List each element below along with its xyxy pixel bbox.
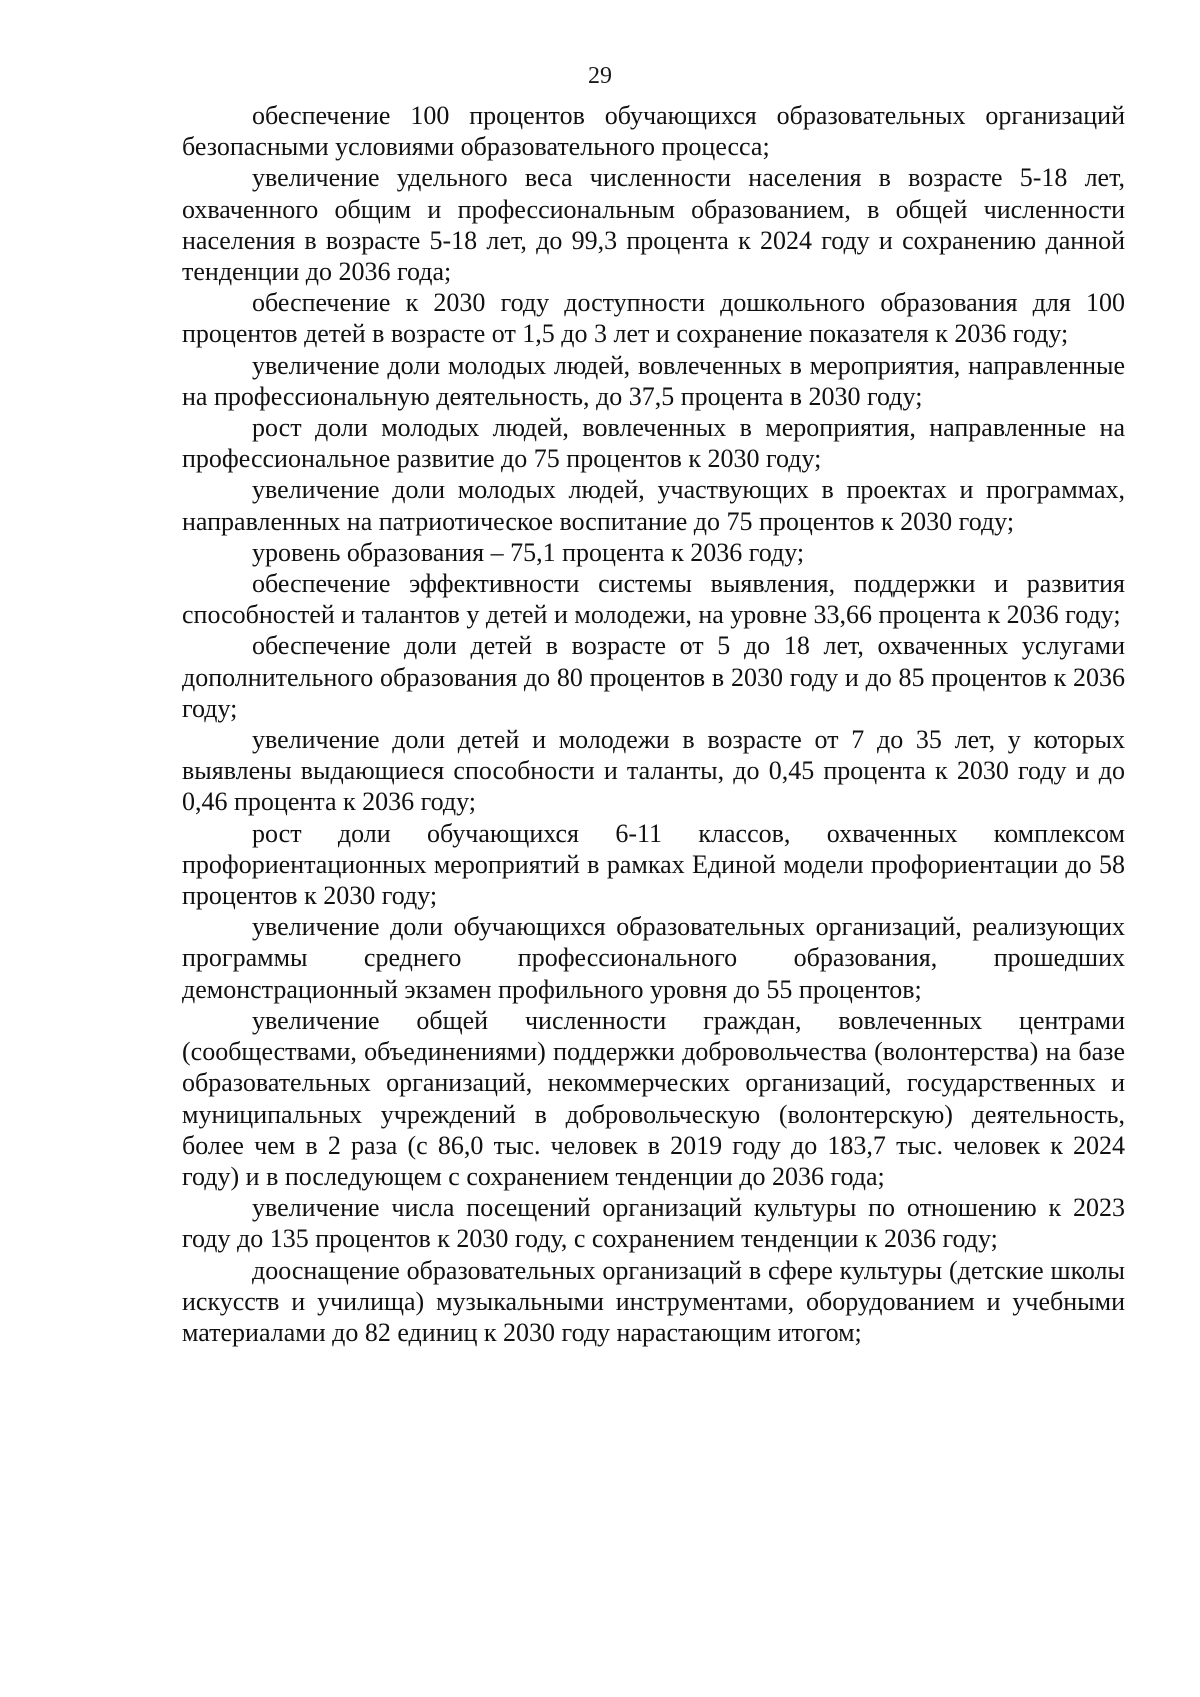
paragraph-13: увеличение общей численности граждан, вовлеченных центрами (сообществами, объединениями) поддержки добровольчества (волонтерства) на базе образовательных организаций, некоммерческих организаций, государственных и муниципальных учреждений в добровольческую (волонтерскую) деятельность, более чем в 2 раза (с 86,0 тыс. человек в 2019 году до 183,7 тыс. человек к 2024 году) и в последующем с сохранением тенденции до 2036 года; — [182, 1005, 1125, 1191]
paragraph-4: увеличение доли молодых людей, вовлеченных в мероприятия, направленные на профессиональную деятельность, до 37,5 процента в 2030 году; — [182, 350, 1125, 411]
paragraph-12: увеличение доли обучающихся образовательных организаций, реализующих программы среднего профессионального образования, прошедших демонстрационный экзамен профильного уровня до 55 процентов; — [182, 912, 1125, 1004]
paragraph-1: обеспечение 100 процентов обучающихся образовательных организаций безопасными условиями образовательного процесса; — [182, 101, 1125, 162]
paragraph-3: обеспечение к 2030 году доступности дошкольного образования для 100 процентов детей в возрасте от 1,5 до 3 лет и сохранение показателя к 2036 году; — [182, 288, 1125, 349]
paragraph-8: обеспечение эффективности системы выявления, поддержки и развития способностей и талантов у детей и молодежи, на уровне 33,66 процента к 2036 году; — [182, 569, 1125, 630]
paragraph-11: рост доли обучающихся 6-11 классов, охваченных комплексом профориентационных мероприятий в рамках Единой модели профориентации до 58 процентов к 2030 году; — [182, 818, 1125, 911]
paragraph-14: увеличение числа посещений организаций культуры по отношению к 2023 году до 135 процентов к 2030 году, с сохранением тенденции к 2036 году; — [182, 1193, 1125, 1254]
paragraph-7: уровень образования – 75,1 процента к 2036 году; — [252, 537, 805, 567]
paragraph-2: увеличение удельного веса численности населения в возрасте 5-18 лет, охваченного общим и профессиональным образованием, в общей численности населения в возрасте 5-18 лет, до 99,3 процента к 2024 году и сохранению данной тенденции до 2036 года; — [182, 163, 1125, 287]
page-number: 29 — [588, 63, 612, 89]
paragraph-10: увеличение доли детей и молодежи в возрасте от 7 до 35 лет, у которых выявлены выдающиеся способности и таланты, до 0,45 процента к 2030 году и до 0,46 процента к 2036 году; — [182, 725, 1125, 817]
paragraph-15: дооснащение образовательных организаций в сфере культуры (детские школы искусств и училища) музыкальными инструментами, оборудованием и учебными материалами до 82 единиц к 2030 году нарастающим итогом; — [182, 1255, 1125, 1347]
paragraph-5: рост доли молодых людей, вовлеченных в мероприятия, направленные на профессиональное развитие до 75 процентов к 2030 году; — [182, 413, 1125, 474]
paragraph-9: обеспечение доли детей в возрасте от 5 до 18 лет, охваченных услугами дополнительного образования до 80 процентов в 2030 году и до 85 процентов к 2036 году; — [182, 631, 1125, 723]
document-body — [182, 100, 1125, 1348]
paragraph-6: увеличение доли молодых людей, участвующих в проектах и программах, направленных на патриотическое воспитание до 75 процентов к 2030 году; — [182, 475, 1125, 536]
